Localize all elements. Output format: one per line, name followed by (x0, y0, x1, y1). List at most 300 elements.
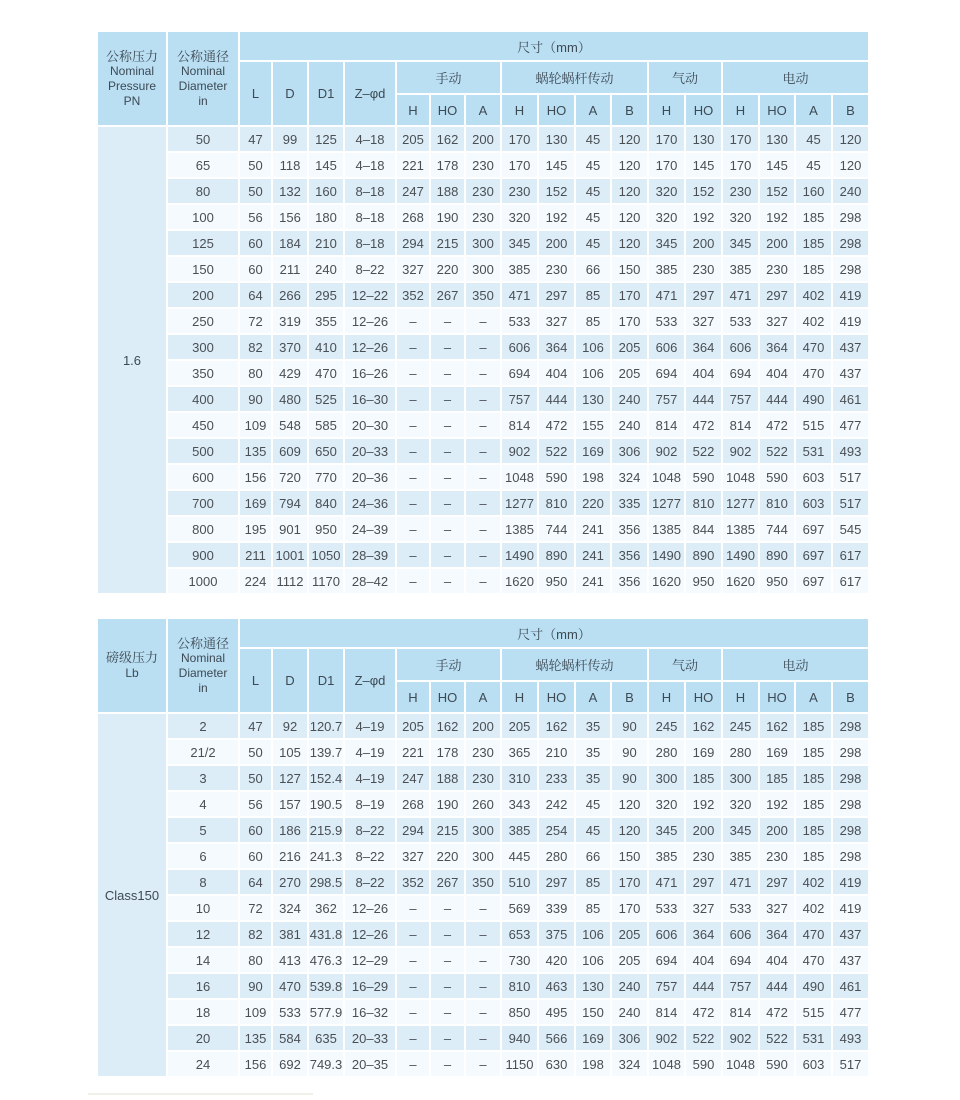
header-nominal-pressure-zh: 公称压力 (105, 48, 158, 64)
subcol-header: H (648, 681, 685, 713)
dimension-cell: 356 (611, 568, 648, 594)
dimension-cell: – (396, 542, 430, 568)
dimension-cell: 890 (538, 542, 575, 568)
dimension-cell: 4–19 (344, 713, 396, 739)
nominal-diameter-cell: 18 (167, 999, 239, 1025)
dimension-cell: 66 (575, 843, 611, 869)
dimension-cell: 364 (685, 334, 722, 360)
header-L: L (239, 61, 272, 126)
dimension-cell: 12–26 (344, 308, 396, 334)
dimension-cell: 385 (501, 256, 538, 282)
dimension-cell: – (465, 334, 501, 360)
dimension-cell: 178 (430, 739, 465, 765)
dimension-cell: 297 (759, 869, 795, 895)
dimension-cell: 230 (465, 739, 501, 765)
dimension-cell: – (465, 1025, 501, 1051)
header-pound-pressure-en: Lb (125, 666, 139, 681)
dimension-cell: 694 (648, 947, 685, 973)
dimension-cell: 4–18 (344, 126, 396, 152)
dimension-cell: 1112 (272, 568, 308, 594)
dimension-cell: 205 (611, 334, 648, 360)
dimension-cell: 190.5 (308, 791, 344, 817)
dimension-cell: 156 (239, 464, 272, 490)
header-nominal-diameter-zh: 公称通径 (176, 48, 229, 64)
dimension-cell: – (465, 1051, 501, 1077)
dimension-cell: 192 (685, 791, 722, 817)
dimension-cell: 370 (272, 334, 308, 360)
dimension-cell: 152 (759, 178, 795, 204)
dimension-cell: 844 (685, 516, 722, 542)
dimension-cell: 82 (239, 334, 272, 360)
dimension-cell: 320 (648, 178, 685, 204)
dimension-cell: 106 (575, 334, 611, 360)
nominal-diameter-cell: 20 (167, 1025, 239, 1051)
dimension-cell: 192 (759, 204, 795, 230)
dimension-cell: 814 (722, 999, 759, 1025)
dimension-cell: 539.8 (308, 973, 344, 999)
dimension-cell: 245 (648, 713, 685, 739)
dimension-cell: 327 (396, 843, 430, 869)
dimension-cell: 355 (308, 308, 344, 334)
dimension-cell: – (430, 308, 465, 334)
dimension-cell: 152.4 (308, 765, 344, 791)
dimension-cell: – (430, 1025, 465, 1051)
dimension-cell: 404 (685, 360, 722, 386)
dimension-cell: 185 (685, 765, 722, 791)
dimension-cell: 132 (272, 178, 308, 204)
dimension-cell: 515 (795, 412, 832, 438)
dimension-cell: 90 (611, 713, 648, 739)
dimension-cell: 814 (648, 999, 685, 1025)
dimension-cell: 64 (239, 282, 272, 308)
dimension-cell: – (396, 1025, 430, 1051)
dimension-cell: 185 (795, 817, 832, 843)
header-D1: D1 (308, 61, 344, 126)
dimension-cell: 697 (795, 516, 832, 542)
dimension-cell: 185 (795, 843, 832, 869)
dimension-cell: 162 (430, 126, 465, 152)
dimension-cell: 1170 (308, 568, 344, 594)
dimension-cell: 306 (611, 438, 648, 464)
dimension-cell: 324 (272, 895, 308, 921)
header-L: L (239, 648, 272, 713)
dimension-cell: 522 (685, 438, 722, 464)
dimension-cell: 200 (465, 126, 501, 152)
dimension-cell: 814 (501, 412, 538, 438)
dimension-cell: 270 (272, 869, 308, 895)
dimension-cell: 221 (396, 152, 430, 178)
dimension-cell: 471 (501, 282, 538, 308)
subcol-header: B (832, 681, 869, 713)
dimension-cell: 295 (308, 282, 344, 308)
dimension-cell: 120 (611, 817, 648, 843)
dimension-cell: 50 (239, 152, 272, 178)
dimension-cell: 130 (575, 973, 611, 999)
dimension-cell: 230 (759, 256, 795, 282)
dimension-cell: 470 (795, 334, 832, 360)
dimension-cell: 267 (430, 282, 465, 308)
dimension-cell: 352 (396, 282, 430, 308)
dimension-cell: 240 (611, 973, 648, 999)
subcol-header: H (722, 94, 759, 126)
dimension-cell: 211 (239, 542, 272, 568)
dimension-cell: 402 (795, 895, 832, 921)
header-group-pneumatic: 气动 (648, 648, 722, 681)
dimension-cell: 200 (465, 713, 501, 739)
dimension-cell: 902 (722, 438, 759, 464)
dimension-cell: 66 (575, 256, 611, 282)
dimension-cell: 245 (722, 713, 759, 739)
dimension-cell: 198 (575, 1051, 611, 1077)
dimension-cell: 327 (685, 308, 722, 334)
dimension-cell: 300 (465, 256, 501, 282)
dimension-cell: 105 (272, 739, 308, 765)
dimension-cell: 603 (795, 464, 832, 490)
dimension-cell: 327 (538, 308, 575, 334)
dimension-cell: 220 (430, 256, 465, 282)
dimension-cell: 170 (611, 282, 648, 308)
dimension-cell: 569 (501, 895, 538, 921)
dimension-cell: 757 (722, 973, 759, 999)
dimension-cell: 362 (308, 895, 344, 921)
nominal-diameter-cell: 24 (167, 1051, 239, 1077)
dimension-cell: 490 (795, 973, 832, 999)
table-row (97, 282, 869, 308)
subcol-header: A (575, 681, 611, 713)
dimension-cell: 20–33 (344, 438, 396, 464)
dimension-cell: 230 (685, 256, 722, 282)
dimension-cell: 145 (685, 152, 722, 178)
dimension-cell: 240 (611, 999, 648, 1025)
dimension-cell: 794 (272, 490, 308, 516)
dimension-cell: – (465, 973, 501, 999)
dimension-cell: 241 (575, 568, 611, 594)
dimension-cell: 90 (611, 739, 648, 765)
dimension-cell: 8–22 (344, 843, 396, 869)
subcol-header: B (611, 681, 648, 713)
nominal-diameter-cell: 1000 (167, 568, 239, 594)
nominal-diameter-cell: 65 (167, 152, 239, 178)
dimension-cell: 298 (832, 230, 869, 256)
dimension-cell: 1620 (501, 568, 538, 594)
dimension-cell: 814 (722, 412, 759, 438)
dimension-cell: 106 (575, 921, 611, 947)
dimension-cell: 297 (538, 282, 575, 308)
dimension-cell: 437 (832, 921, 869, 947)
dimension-cell: 180 (308, 204, 344, 230)
dimension-cell: 188 (430, 765, 465, 791)
table-row (97, 412, 869, 438)
dimension-cell: 169 (685, 739, 722, 765)
dimension-cell: 170 (501, 126, 538, 152)
dimension-cell: 220 (430, 843, 465, 869)
table-row (97, 386, 869, 412)
dimension-cell: – (396, 490, 430, 516)
subcol-header: HO (759, 94, 795, 126)
dimension-cell: 510 (501, 869, 538, 895)
dimension-cell: 525 (308, 386, 344, 412)
dimension-cell: – (396, 438, 430, 464)
dimension-cell: – (430, 947, 465, 973)
nominal-diameter-cell: 350 (167, 360, 239, 386)
dimension-cell: 192 (685, 204, 722, 230)
table-row (97, 204, 869, 230)
dimension-cell: 1385 (648, 516, 685, 542)
dimension-cell: 744 (759, 516, 795, 542)
dimension-cell: 300 (722, 765, 759, 791)
table-row (97, 895, 869, 921)
dimension-cell: 85 (575, 895, 611, 921)
dimension-cell: 1490 (501, 542, 538, 568)
dimension-cell: 221 (396, 739, 430, 765)
subcol-header: HO (430, 681, 465, 713)
dimension-cell: – (396, 568, 430, 594)
header-D: D (272, 648, 308, 713)
dimension-cell: 385 (648, 843, 685, 869)
table-row (97, 334, 869, 360)
dimension-cell: 205 (396, 126, 430, 152)
dimension-cell: 606 (501, 334, 538, 360)
dimension-cell: 1001 (272, 542, 308, 568)
dimension-cell: 757 (722, 386, 759, 412)
nominal-diameter-cell: 80 (167, 178, 239, 204)
table-row (97, 230, 869, 256)
dimension-cell: 517 (832, 1051, 869, 1077)
dimension-cell: – (430, 973, 465, 999)
dimension-cell: 297 (685, 869, 722, 895)
dimension-cell: 635 (308, 1025, 344, 1051)
subcol-header: A (465, 681, 501, 713)
dimension-cell: – (396, 360, 430, 386)
dimension-cell: 280 (722, 739, 759, 765)
dimension-cell: 205 (611, 947, 648, 973)
dimension-cell: 364 (538, 334, 575, 360)
dimension-cell: 298 (832, 817, 869, 843)
dimension-cell: 1048 (501, 464, 538, 490)
dimension-cell: 85 (575, 308, 611, 334)
dimension-cell: 160 (308, 178, 344, 204)
header-nominal-diameter-en2: Diameter (178, 79, 228, 94)
dimension-cell: 240 (308, 256, 344, 282)
dimension-cell: 162 (685, 713, 722, 739)
pressure-class-cell: 1.6 (97, 126, 167, 594)
dimension-cell: 162 (430, 713, 465, 739)
dimension-cell: 157 (272, 791, 308, 817)
dimension-cell: 185 (795, 230, 832, 256)
dimension-cell: 385 (722, 256, 759, 282)
dimension-cell: 606 (648, 334, 685, 360)
dimension-cell: 444 (538, 386, 575, 412)
dimension-cell: 241 (575, 542, 611, 568)
dimension-cell: 375 (538, 921, 575, 947)
dimension-cell: 230 (465, 204, 501, 230)
table-row (97, 542, 869, 568)
dimension-cell: 356 (611, 542, 648, 568)
dimension-cell: 120 (611, 126, 648, 152)
dimension-cell: 365 (501, 739, 538, 765)
dimension-cell: 240 (832, 178, 869, 204)
dimension-cell: 463 (538, 973, 575, 999)
dimension-cell: 1620 (648, 568, 685, 594)
dimension-cell: 429 (272, 360, 308, 386)
dimension-cell: 192 (759, 791, 795, 817)
dimension-cell: 72 (239, 308, 272, 334)
dimension-cell: 471 (722, 282, 759, 308)
dimension-cell: 531 (795, 1025, 832, 1051)
dimension-cell: 99 (272, 126, 308, 152)
dimension-cell: 280 (538, 843, 575, 869)
header-nominal-pressure (97, 31, 167, 126)
dimension-cell: 230 (759, 843, 795, 869)
header-group-electric: 电动 (722, 61, 869, 94)
dimension-cell: 12–22 (344, 282, 396, 308)
dimension-cell: 268 (396, 791, 430, 817)
dimension-cell: 185 (759, 765, 795, 791)
dimension-cell: 814 (648, 412, 685, 438)
nominal-diameter-cell: 12 (167, 921, 239, 947)
table-row (97, 464, 869, 490)
dimension-cell: 298 (832, 765, 869, 791)
dimension-cell: 152 (685, 178, 722, 204)
dimension-cell: 515 (795, 999, 832, 1025)
dimension-cell: 320 (722, 791, 759, 817)
dimension-cell: 744 (538, 516, 575, 542)
dimension-cell: 188 (430, 178, 465, 204)
dimension-cell: 300 (465, 817, 501, 843)
dimension-cell: 298 (832, 204, 869, 230)
dimension-cell: 603 (795, 1051, 832, 1077)
nominal-diameter-cell: 400 (167, 386, 239, 412)
dimension-cell: 522 (759, 1025, 795, 1051)
dimension-cell: 1048 (722, 1051, 759, 1077)
dimension-cell: 106 (575, 947, 611, 973)
dimension-cell: 298 (832, 739, 869, 765)
dimension-cell: 200 (759, 817, 795, 843)
class150-dimension-table (96, 617, 870, 1078)
dimension-cell: – (465, 438, 501, 464)
dimension-cell: 50 (239, 178, 272, 204)
dimension-cell: 298 (832, 713, 869, 739)
dimension-cell: 109 (239, 999, 272, 1025)
subcol-header: H (722, 681, 759, 713)
dimension-cell: – (430, 360, 465, 386)
nominal-diameter-cell: 8 (167, 869, 239, 895)
dimension-cell: 577.9 (308, 999, 344, 1025)
dimension-cell: 356 (611, 516, 648, 542)
dimension-cell: 902 (501, 438, 538, 464)
dimension-cell: 169 (239, 490, 272, 516)
dimension-cell: 694 (722, 360, 759, 386)
dimension-cell: 472 (685, 999, 722, 1025)
dimension-cell: 8–22 (344, 256, 396, 282)
table-row (97, 999, 869, 1025)
dimension-cell: 247 (396, 765, 430, 791)
header-nominal-diameter-zh: 公称通径 (176, 635, 229, 651)
dimension-cell: 45 (575, 152, 611, 178)
dimension-cell: 533 (648, 895, 685, 921)
dimension-cell: 210 (538, 739, 575, 765)
footer-partial-line (88, 1093, 313, 1095)
dimension-cell: 1385 (722, 516, 759, 542)
dimension-cell: – (430, 516, 465, 542)
dimension-cell: 169 (575, 438, 611, 464)
dimension-cell: 757 (648, 973, 685, 999)
dimension-cell: 130 (575, 386, 611, 412)
table-row (97, 739, 869, 765)
header-pound-pressure (97, 618, 167, 713)
dimension-cell: 306 (611, 1025, 648, 1051)
dimension-cell: 381 (272, 921, 308, 947)
dimension-cell: 210 (308, 230, 344, 256)
dimension-cell: 531 (795, 438, 832, 464)
dimension-cell: 135 (239, 1025, 272, 1051)
header-z-phi-d: Z–φd (344, 61, 396, 126)
header-nominal-diameter-en1: Nominal (180, 64, 225, 79)
dimension-cell: 533 (272, 999, 308, 1025)
dimension-cell: 130 (538, 126, 575, 152)
dimension-cell: 697 (795, 568, 832, 594)
dimension-cell: 444 (685, 973, 722, 999)
dimension-cell: 298.5 (308, 869, 344, 895)
dimension-cell: – (430, 542, 465, 568)
dimension-cell: 169 (759, 739, 795, 765)
dimension-cell: 200 (759, 230, 795, 256)
dimension-cell: 56 (239, 204, 272, 230)
dimension-cell: 749.3 (308, 1051, 344, 1077)
dimension-cell: 950 (759, 568, 795, 594)
dimension-cell: 185 (795, 765, 832, 791)
dimension-cell: 522 (538, 438, 575, 464)
dimension-cell: 8–22 (344, 817, 396, 843)
dimension-cell: 402 (795, 869, 832, 895)
dimension-cell: 230 (501, 178, 538, 204)
nominal-diameter-cell: 150 (167, 256, 239, 282)
dimension-cell: 72 (239, 895, 272, 921)
dimension-cell: 156 (272, 204, 308, 230)
dimension-cell: 185 (795, 713, 832, 739)
dimension-cell: 28–39 (344, 542, 396, 568)
dimension-cell: 190 (430, 204, 465, 230)
dimension-cell: 472 (759, 999, 795, 1025)
dimension-cell: – (396, 308, 430, 334)
dimension-cell: 585 (308, 412, 344, 438)
dimension-cell: – (430, 568, 465, 594)
dimension-cell: 233 (538, 765, 575, 791)
header-nominal-diameter-en3: in (198, 680, 208, 695)
subcol-header: A (795, 681, 832, 713)
dimension-cell: 198 (575, 464, 611, 490)
dimension-cell: 327 (396, 256, 430, 282)
dimension-cell: 20–35 (344, 1051, 396, 1077)
dimension-cell: 1277 (501, 490, 538, 516)
dimension-cell: 1490 (722, 542, 759, 568)
dimension-cell: 345 (722, 230, 759, 256)
dimension-cell: 200 (538, 230, 575, 256)
table-row (97, 713, 869, 739)
nominal-diameter-cell: 900 (167, 542, 239, 568)
dimension-cell: – (465, 921, 501, 947)
dimension-cell: 902 (648, 438, 685, 464)
dimension-cell: – (430, 490, 465, 516)
dimension-cell: 12–26 (344, 334, 396, 360)
dimension-cell: 145 (538, 152, 575, 178)
dimension-cell: 327 (759, 895, 795, 921)
dimension-cell: 522 (759, 438, 795, 464)
dimension-cell: 224 (239, 568, 272, 594)
dimension-cell: 437 (832, 947, 869, 973)
dimension-cell: 890 (759, 542, 795, 568)
dimension-cell: 24–36 (344, 490, 396, 516)
